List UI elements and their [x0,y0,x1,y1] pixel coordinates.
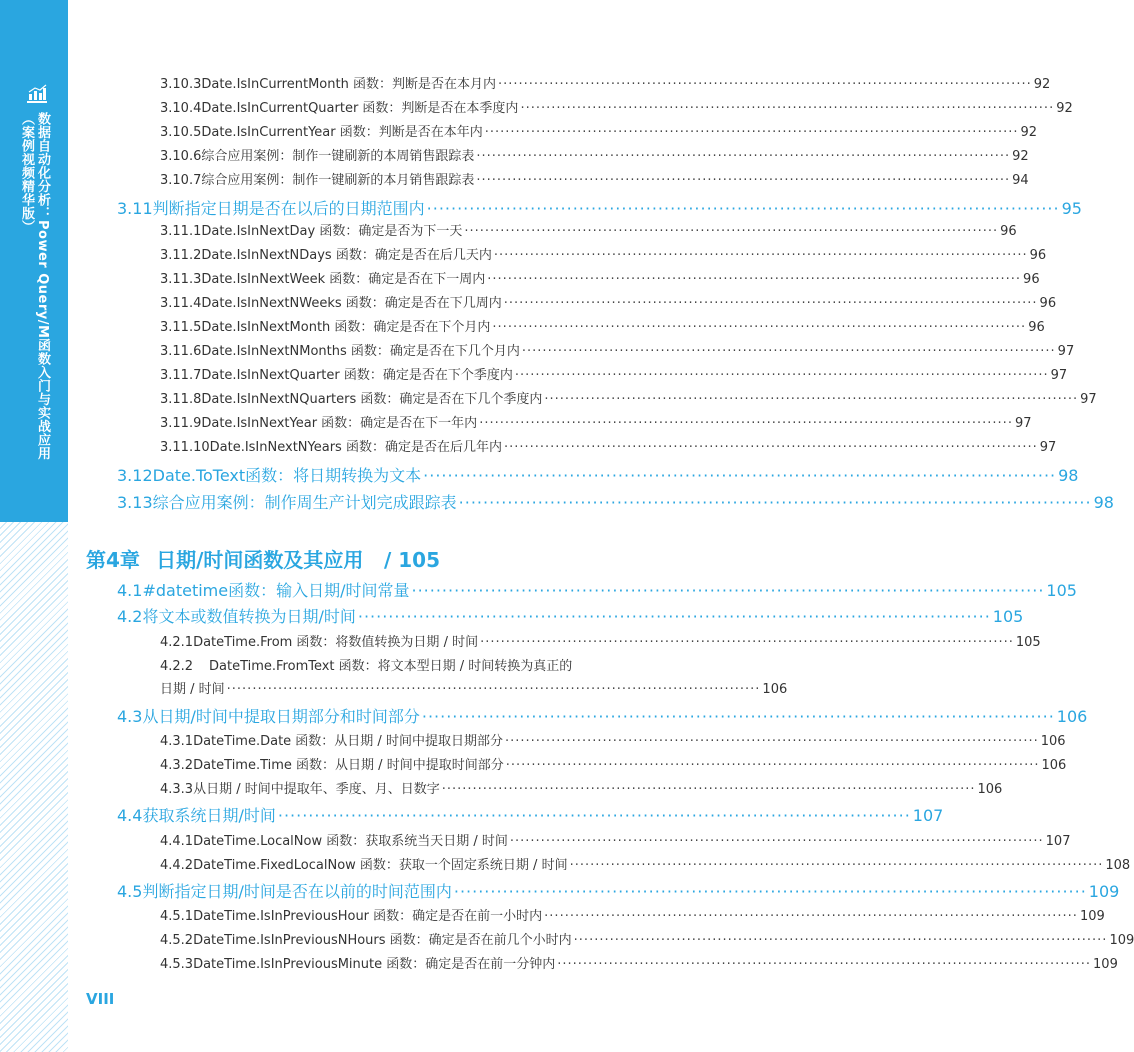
toc-entry-title: DateTime.IsInPreviousMinute 函数：确定是否在前一分钟内 [193,957,556,972]
toc-entry-title: DateTime.IsInPreviousHour 函数：确定是否在前一小时内 [193,909,543,924]
toc-entry-title: 日期/时间函数及其应用 [156,548,364,572]
toc-page-number: 95 [1061,199,1082,218]
toc-page-number: 107 [912,806,944,825]
toc-entry-number: 3.11.4 [160,296,202,311]
toc-entry-title: DateTime.From 函数：将数值转换为日期 / 时间 [193,635,479,650]
toc-section-entry[interactable] [117,879,1120,901]
toc-entry-number: 4.3 [117,707,143,726]
toc-page-number: 106 [1040,734,1066,749]
toc-subsection-entry[interactable] [160,778,1003,800]
toc-leader-dots: ········································································································ [520,101,1055,116]
toc-leader-dots: ········································································································ [476,149,1011,164]
toc-page-number: 96 [1029,248,1047,263]
toc-subsection-entry[interactable] [160,655,672,677]
toc-leader-dots: ········································································································ [421,707,1055,726]
toc-leader-dots: ········································································································ [441,782,976,797]
toc-leader-dots: ········································································································ [503,296,1038,311]
toc-leader-dots: ········································································································ [503,440,1038,455]
toc-subsection-entry[interactable] [160,412,1032,434]
toc-entry-number: 4.4.1 [160,834,194,849]
toc-entry-number: 4.5.2 [160,933,194,948]
toc-entry-number: 4.4 [117,806,143,825]
toc-section-entry[interactable] [117,704,1088,726]
toc-page-number: 109 [1088,882,1120,901]
toc-entry-number: 3.11.7 [160,368,202,383]
toc-leader-dots: ········································································································ [226,682,761,697]
toc-page-number: 109 [1109,933,1134,948]
toc-leader-dots: ········································································································ [544,392,1079,407]
toc-entry-title: Date.IsInNextNMonths 函数：确定是否在下几个月内 [201,344,520,359]
toc-section-entry[interactable] [117,490,1114,512]
toc-section-entry[interactable] [117,578,1077,600]
toc-leader-dots: ········································································································ [504,734,1039,749]
toc-subsection-entry[interactable] [160,631,1041,653]
toc-entry-title: Date.IsInNextMonth 函数：确定是否在下个月内 [201,320,491,335]
toc-subsection-entry[interactable] [160,929,1134,951]
toc-entry-title: Date.IsInCurrentMonth 函数：判断是否在本月内 [201,77,496,92]
toc-entry-number: 第4章 [86,548,140,572]
toc-leader-dots: ········································································································ [492,320,1027,335]
toc-subsection-entry[interactable] [160,905,1105,927]
toc-page-number: 106 [977,782,1003,797]
toc-entry-number: 3.11.1 [160,224,202,239]
toc-leader-dots: ········································································································ [557,957,1092,972]
toc-leader-dots: ········································································································ [569,858,1104,873]
toc-leader-dots: ········································································································ [277,806,911,825]
toc-subsection-entry[interactable] [160,730,1066,752]
toc-page-number: 97 [1039,440,1057,455]
toc-page-number: 106 [1041,758,1067,773]
toc-entry-number: 3.11.6 [160,344,202,359]
toc-page-number: 92 [1056,101,1073,116]
toc-leader-dots: ········································································································ [509,834,1044,849]
toc-entry-number: 3.11.3 [160,272,202,287]
toc-entry-number: 3.10.4 [160,101,202,116]
toc-page-number: 109 [1079,909,1105,924]
toc-entry-title: DateTime.LocalNow 函数：获取系统当天日期 / 时间 [193,834,508,849]
toc-subsection-entry[interactable] [160,754,1067,776]
toc-page-number: 107 [1045,834,1071,849]
toc-entry-title: 综合应用案例：制作一键刷新的本月销售跟踪表 [201,173,475,188]
toc-entry-number: 3.11.9 [160,416,202,431]
toc-page-number: 92 [1033,77,1051,92]
toc-entry-title: Date.IsInNextNDays 函数：确定是否在后几天内 [201,248,492,263]
toc-entry-title: Date.IsInCurrentYear 函数：判断是否在本年内 [201,125,483,140]
toc-entry-number: 3.11.10 [160,440,210,455]
toc-page-number: 98 [1058,466,1079,485]
toc-page-number: 106 [762,682,788,697]
toc-section-entry[interactable] [117,463,1079,485]
toc-entry-title: Date.IsInNextNQuarters 函数：确定是否在下几个季度内 [201,392,543,407]
toc-subsection-entry[interactable] [160,364,1068,386]
toc-entry-title: 判断指定日期是否在以后的日期范围内 [152,199,425,218]
toc-entry-number: 3.13 [117,493,153,512]
toc-entry-title: 从日期/时间中提取日期部分和时间部分 [142,707,420,726]
toc-leader-dots: ········································································································ [476,173,1011,188]
toc-section-entry[interactable] [117,803,944,825]
toc-entry-title: Date.IsInNextNYears 函数：确定是否在后几年内 [209,440,502,455]
toc-entry-number: 4.3.2 [160,758,194,773]
bar-chart-icon [26,84,48,104]
chapter-heading[interactable] [86,544,440,572]
toc-subsection-entry[interactable] [160,953,1118,975]
toc-page-number: 97 [1057,344,1075,359]
toc-page-number: 94 [1012,173,1029,188]
toc-subsection-entry[interactable] [160,244,1047,266]
toc-entry-title: 判断指定日期/时间是否在以前的时间范围内 [142,882,452,901]
toc-page-number: 96 [1028,320,1045,335]
toc-subsection-entry[interactable] [160,121,1038,143]
toc-entry-title: 综合应用案例：制作周生产计划完成跟踪表 [152,493,457,512]
toc-entry-title: DateTime.FixedLocalNow 函数：获取一个固定系统日期 / 时间 [193,858,568,873]
toc-entry-number: 4.2 [117,607,143,626]
toc-page-number: 105 [1015,635,1041,650]
toc-leader-dots: ········································································································ [480,635,1014,650]
toc-page-number: 105 [1046,581,1077,600]
toc-entry-title: #datetime函数：输入日期/时间常量 [142,581,410,600]
toc-leader-dots: ········································································································ [544,909,1078,924]
toc-entry-number: 3.12 [117,466,153,485]
toc-entry-title: Date.IsInNextYear 函数：确定是否在下一年内 [201,416,478,431]
toc-entry-number: 4.3.1 [160,734,194,749]
toc-leader-dots: ········································································································ [573,933,1108,948]
toc-subsection-entry[interactable] [160,678,788,700]
toc-subsection-entry[interactable] [160,145,1029,167]
toc-subsection-entry[interactable] [160,292,1057,314]
toc-entry-title: Date.IsInNextWeek 函数：确定是否在下一周内 [201,272,486,287]
toc-section-entry[interactable] [117,196,1082,218]
book-title-vertical [18,112,50,460]
toc-leader-dots: ········································································································ [464,224,999,239]
toc-subsection-entry[interactable] [160,830,1071,852]
toc-entry-title: DateTime.Date 函数：从日期 / 时间中提取日期部分 [193,734,503,749]
toc-entry-number: 3.11.2 [160,248,202,263]
toc-subsection-entry[interactable] [160,388,1097,410]
page-folio: VIII [86,990,115,1008]
toc-leader-dots: ········································································································ [423,466,1057,485]
toc-page-number: 109 [1093,957,1118,972]
toc-entry-number: 4.1 [117,581,143,600]
toc-entry-number: 4.3.3 [160,782,194,797]
toc-page-number: 97 [1080,392,1097,407]
toc-page-number: 108 [1105,858,1131,873]
toc-entry-number: 4.2.2 [160,659,194,674]
toc-page-number: 97 [1050,368,1068,383]
toc-entry-number: 4.5 [117,882,143,901]
toc-leader-dots: ········································································································ [458,493,1092,512]
toc-entry-title: 将文本或数值转换为日期/时间 [142,607,356,626]
toc-entry-title: Date.IsInCurrentQuarter 函数：判断是否在本季度内 [201,101,519,116]
toc-leader-dots: ········································································································ [479,416,1013,431]
toc-entry-title: Date.IsInNextQuarter 函数：确定是否在下个季度内 [201,368,513,383]
toc-entry-number: 4.5.1 [160,909,194,924]
toc-entry-title: DateTime.FromText 函数：将文本型日期 / 时间转换为真正的 [209,659,573,674]
toc-leader-dots: ········································································································ [357,607,991,626]
book-title-line2: （案例视频精华版） [19,112,34,234]
toc-entry-title: DateTime.Time 函数：从日期 / 时间中提取时间部分 [193,758,504,773]
toc-subsection-entry[interactable] [160,268,1040,290]
toc-entry-title: 获取系统日期/时间 [142,806,276,825]
toc-entry-title: 从日期 / 时间中提取年、季度、月、日数字 [193,782,440,797]
toc-entry-number: 3.11 [117,199,153,218]
toc-subsection-entry[interactable] [160,854,1131,876]
toc-page-number: 105 [992,607,1024,626]
toc-page-number: / 105 [383,548,440,572]
toc-leader-dots: ········································································································ [521,344,1056,359]
toc-subsection-entry[interactable] [160,97,1073,119]
toc-page-number: 92 [1020,125,1038,140]
toc-entry-number: 3.10.6 [160,149,202,164]
toc-leader-dots: ········································································································ [505,758,1040,773]
toc-entry-number: 3.10.7 [160,173,202,188]
toc-entry-number: 4.5.3 [160,957,194,972]
toc-leader-dots: ········································································································ [411,581,1045,600]
toc-entry-number: 4.2.1 [160,635,194,650]
toc-entry-title: Date.IsInNextNWeeks 函数：确定是否在下几周内 [201,296,502,311]
toc-subsection-entry[interactable] [160,316,1045,338]
toc-leader-dots: ········································································································ [484,125,1019,140]
toc-subsection-entry[interactable] [160,169,1029,191]
toc-entry-number: 3.11.5 [160,320,202,335]
toc-page-number: 96 [1023,272,1040,287]
toc-page-number: 96 [1000,224,1017,239]
toc-entry-number: 3.10.5 [160,125,202,140]
toc-leader-dots: ········································································································ [487,272,1022,287]
toc-leader-dots: ········································································································ [514,368,1049,383]
toc-entry-number: 3.10.3 [160,77,202,92]
toc-subsection-entry[interactable] [160,340,1075,362]
sidebar-hatch-pattern [0,522,68,1052]
toc-leader-dots: ········································································································ [497,77,1032,92]
toc-entry-number: 4.4.2 [160,858,194,873]
toc-entry-title: Date.IsInNextDay 函数：确定是否为下一天 [201,224,463,239]
toc-entry-title: Date.ToText函数：将日期转换为文本 [152,466,422,485]
toc-leader-dots: ········································································································ [493,248,1028,263]
toc-subsection-entry[interactable] [160,220,1017,242]
toc-leader-dots: ········································································································ [426,199,1060,218]
toc-page-number: 96 [1039,296,1057,311]
toc-page-number: 92 [1012,149,1029,164]
toc-entry-number: 3.11.8 [160,392,202,407]
toc-section-entry[interactable] [117,604,1024,626]
toc-entry-title: DateTime.IsInPreviousNHours 函数：确定是否在前几个小时内 [193,933,572,948]
toc-entry-title: 综合应用案例：制作一键刷新的本周销售跟踪表 [201,149,475,164]
toc-subsection-entry[interactable] [160,436,1057,458]
toc-page-number: 106 [1056,707,1088,726]
toc-page-number: 98 [1093,493,1114,512]
book-title-line1: 数据自动化分析：Power Query/M函数入门与实战应用 [35,112,50,460]
toc-leader-dots: ········································································································ [453,882,1087,901]
toc-entry-title: 日期 / 时间 [160,682,225,697]
toc-page-number: 97 [1014,416,1032,431]
toc-subsection-entry[interactable] [160,73,1051,95]
